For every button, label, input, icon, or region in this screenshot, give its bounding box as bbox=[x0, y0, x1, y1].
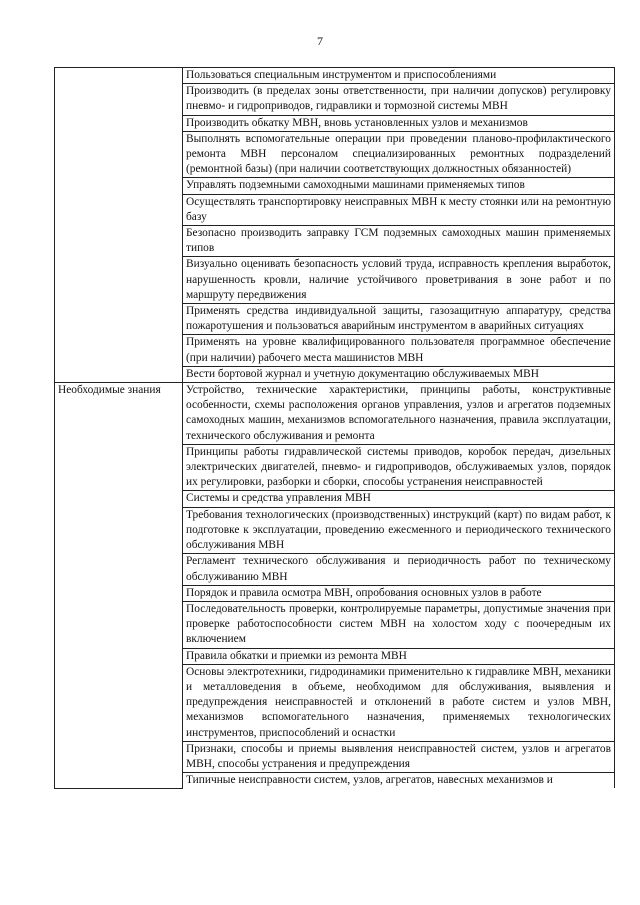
requirement-cell bbox=[183, 741, 615, 772]
requirement-text: Регламент технического обслуживания и периодичность работ по техническому обслуживанию МВН bbox=[186, 555, 611, 583]
requirement-text: Последовательность проверки, контролируемые параметры, допустимые значения при проверке работоспособности систем МВН на холостом ходу с поочередным их включением bbox=[186, 602, 611, 646]
requirement-text: Производить обкатку МВН, вновь установленных узлов и механизмов bbox=[186, 116, 528, 129]
requirement-text: Выполнять вспомогательные операции при проведении планово-профилактического ремонта МВН персоналом специализированных ремонтных подразделений (ремонтной базы) (при наличии соответствующих должностных обязанностей) bbox=[186, 132, 611, 176]
section-category-cell bbox=[55, 68, 183, 383]
requirement-text: Основы электротехники, гидродинамики применительно к гидравлике МВН, механики и металловедения в объеме, необходимом для обслуживания, выявления и предупреждения неисправностей и отклонений в работе систем и узлов МВН, механизмов вспомогательного назначения, применяемых технологических инструментов, приспособлений и оснастки bbox=[186, 665, 611, 739]
requirement-cell bbox=[183, 383, 615, 445]
requirement-cell bbox=[183, 84, 615, 115]
requirement-cell bbox=[183, 444, 615, 491]
page-number: 7 bbox=[317, 34, 323, 48]
requirement-cell bbox=[183, 601, 615, 648]
requirement-cell bbox=[183, 68, 615, 84]
requirement-text: Безопасно производить заправку ГСМ подземных самоходных машин применяемых типов bbox=[186, 227, 611, 255]
requirement-cell bbox=[183, 664, 615, 741]
section-category-cell: Необходимые знания bbox=[55, 383, 183, 789]
requirement-cell bbox=[183, 178, 615, 194]
requirement-cell bbox=[183, 648, 615, 664]
requirement-cell bbox=[183, 115, 615, 131]
requirement-cell bbox=[183, 491, 615, 507]
requirement-text: Принципы работы гидравлической системы приводов, коробок передач, дизельных электрических двигателей, пневмо- и гидроприводов, обслуживаемых узлов, порядок их регулировки, разборки и сборки, способы устранения неисправностей bbox=[186, 445, 611, 489]
requirement-cell bbox=[183, 554, 615, 585]
requirement-text: Порядок и правила осмотра МВН, опробования основных узлов в работе bbox=[186, 586, 542, 599]
table-row bbox=[55, 383, 615, 445]
requirement-text: Пользоваться специальным инструментом и приспособлениями bbox=[186, 69, 497, 81]
requirement-cell bbox=[183, 335, 615, 366]
table-row bbox=[55, 68, 615, 84]
requirement-text: Производить (в пределах зоны ответственности, при наличии допусков) регулировку пневмо- и гидроприводов, гидравлики и тормозной системы МВН bbox=[186, 85, 611, 113]
requirement-cell bbox=[183, 585, 615, 601]
requirement-cell bbox=[183, 194, 615, 225]
requirement-text: Визуально оценивать безопасность условий труда, исправность крепления выработок, нарушенность кровли, наличие устойчивого проветривания в зоне работ и по маршруту передвижения bbox=[186, 258, 611, 301]
requirement-text: Типичные неисправности систем, узлов, агрегатов, навесных механизмов и bbox=[186, 774, 553, 787]
requirement-text: Применять средства индивидуальной защиты, газозащитную аппаратуру, средства пожаротушения и пользоваться аварийным инструментом в аварийных ситуациях bbox=[186, 305, 611, 333]
requirement-cell bbox=[183, 131, 615, 178]
requirement-cell bbox=[183, 304, 615, 335]
requirement-text: Вести бортовой журнал и учетную документацию обслуживаемых МВН bbox=[186, 367, 539, 380]
requirement-text: Применять на уровне квалифицированного пользователя программное обеспечение (при наличии) рабочего места машинистов МВН bbox=[186, 336, 611, 364]
requirement-cell bbox=[183, 507, 615, 554]
requirement-text: Устройство, технические характеристики, принципы работы, конструктивные особенности, схемы расположения органов управления, узлов и агрегатов подземных самоходных машин, механизмов вспомогательного назначения, правила эксплуатации, технического обслуживания и ремонта bbox=[186, 384, 611, 442]
requirements-table bbox=[54, 67, 615, 789]
requirement-text: Системы и средства управления МВН bbox=[186, 492, 371, 505]
requirement-text: Требования технологических (производственных) инструкций (карт) по видам работ, к подготовке к эксплуатации, проведению ежесменного и периодического технического обслуживания МВН bbox=[186, 508, 611, 552]
requirement-cell bbox=[183, 257, 615, 304]
requirement-text: Правила обкатки и приемки из ремонта МВН bbox=[186, 649, 407, 662]
requirement-text: Осуществлять транспортировку неисправных МВН к месту стоянки или на ремонтную базу bbox=[186, 195, 611, 223]
requirement-cell bbox=[183, 773, 615, 789]
requirement-text: Признаки, способы и приемы выявления неисправностей систем, узлов и агрегатов МВН, способы устранения и предупреждения bbox=[186, 742, 611, 770]
requirement-cell bbox=[183, 366, 615, 382]
requirement-text: Управлять подземными самоходными машинами применяемых типов bbox=[186, 179, 525, 192]
requirement-cell bbox=[183, 226, 615, 257]
